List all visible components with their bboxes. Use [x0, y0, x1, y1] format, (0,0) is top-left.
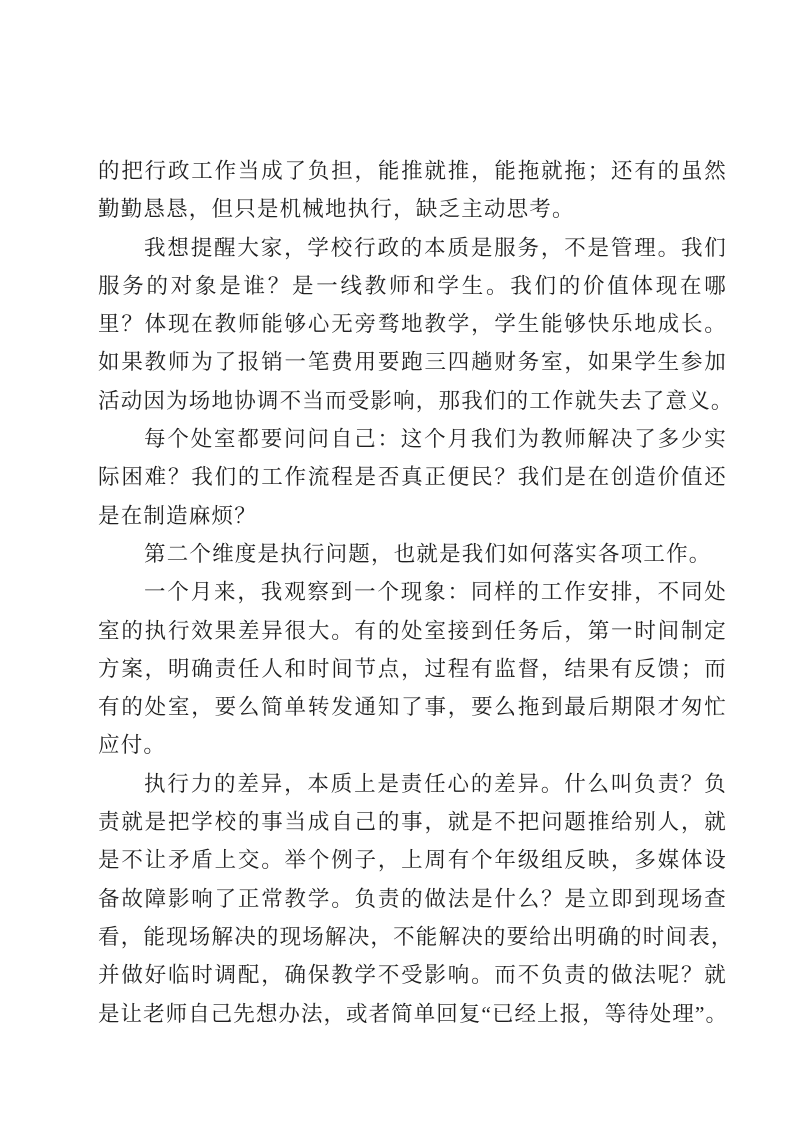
text-line: 第二个维度是执行问题，也就是我们如何落实各项工作。 — [144, 541, 712, 566]
text-line: 看，能现场解决的现场解决，不能解决的要给出明确的时间表， — [98, 924, 734, 949]
text-line: 际困难？我们的工作流程是否真正便民？我们是在创造价值还 — [98, 465, 727, 490]
text-line: 室的执行效果差异很大。有的处室接到任务后，第一时间制定 — [98, 618, 727, 643]
text-line: 里？体现在教师能够心无旁骛地教学，学生能够快乐地成长。 — [98, 312, 727, 337]
text-line: 是在制造麻烦？ — [98, 503, 257, 528]
text-line: 勤勤恳恳，但只是机械地执行，缺乏主动思考。 — [98, 197, 575, 222]
text-line: 的把行政工作当成了负担，能推就推，能拖就拖；还有的虽然 — [98, 159, 727, 183]
text-line: 一个月来，我观察到一个现象：同样的工作安排，不同处 — [144, 580, 727, 605]
paragraph — [98, 535, 727, 573]
text-line: 如果教师为了报销一笔费用要跑三四趟财务室，如果学生参加 — [98, 350, 727, 375]
paragraph — [98, 765, 734, 1033]
paragraph — [98, 229, 734, 420]
text-line: 责就是把学校的事当成自己的事，就是不把问题推给别人，就 — [98, 810, 727, 835]
text-line: 执行力的差异，本质上是责任心的差异。什么叫负责？负 — [144, 771, 727, 796]
text-line: 活动因为场地协调不当而受影响，那我们的工作就失去了意义。 — [98, 388, 734, 413]
text-block — [98, 152, 734, 1033]
text-line: 备故障影响了正常教学。负责的做法是什么？是立即到现场查 — [98, 886, 727, 911]
text-line: 并做好临时调配，确保教学不受影响。而不负责的做法呢？就 — [98, 963, 727, 988]
paragraph — [98, 152, 727, 229]
paragraph — [98, 573, 727, 764]
text-line: 我想提醒大家，学校行政的本质是服务，不是管理。我们 — [144, 235, 727, 260]
text-line: 是让老师自己先想办法，或者简单回复“已经上报，等待处理”。 — [98, 1001, 727, 1026]
text-line: 有的处室，要么简单转发通知了事，要么拖到最后期限才匆忙 — [98, 695, 727, 720]
text-line: 服务的对象是谁？是一线教师和学生。我们的价值体现在哪 — [98, 273, 727, 298]
text-line: 每个处室都要问问自己：这个月我们为教师解决了多少实 — [144, 427, 727, 452]
text-line: 应付。 — [98, 733, 167, 758]
text-line: 是不让矛盾上交。举个例子，上周有个年级组反映，多媒体设 — [98, 848, 727, 873]
paragraph — [98, 420, 727, 535]
text-line: 方案，明确责任人和时间节点，过程有监督，结果有反馈；而 — [98, 656, 727, 681]
